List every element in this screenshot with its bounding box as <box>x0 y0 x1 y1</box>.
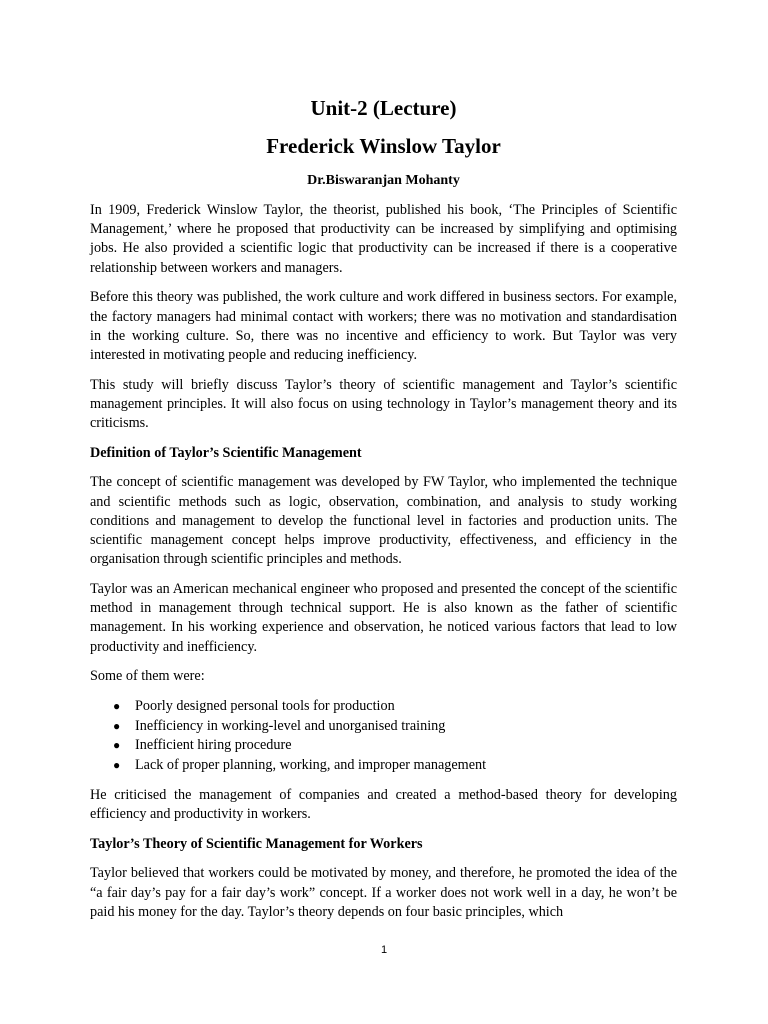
paragraph-definition: The concept of scientific management was developed by FW Taylor, who implemented the technique and scientific methods such as logic, observation, combination, and analysis to study working conditions and management to develop the functional level in factories and production units. The scientific management concept helps improve productivity, effectiveness, and efficiency in the organisation through scientific principles and methods. <box>90 474 677 568</box>
page-subtitle: Frederick Winslow Taylor <box>266 134 501 158</box>
paragraph-criticism: He criticised the management of companies and created a method-based theory for developing efficiency and productivity in workers. <box>90 786 677 823</box>
paragraph-background: Before this theory was published, the work culture and work differed in business sectors. For example, the factory managers had minimal contact with workers; there was no motivation and standardisation in the working culture. So, there was no incentive and efficiency to work. But Taylor was very interested in motivating people and reducing inefficiency. <box>90 289 677 363</box>
author-name: Dr.Biswaranjan Mohanty <box>307 173 460 188</box>
paragraph-workers: Taylor believed that workers could be motivated by money, and therefore, he promoted the idea of the “a fair day’s pay for a fair day’s work” concept. If a worker does not work well in a day, he won’t be paid his money for the day. Taylor’s theory depends on four basic principles, which <box>90 865 677 920</box>
bullet-icon: ● <box>113 718 121 733</box>
list-item <box>113 756 677 776</box>
page-title: Unit-2 (Lecture) <box>310 96 457 120</box>
list-item-text: Poorly designed personal tools for production <box>135 697 395 714</box>
paragraph-intro: In 1909, Frederick Winslow Taylor, the theorist, published his book, ‘The Principles of Scientific Management,’ where he proposed that productivity can be increased by simplifying and optimising jobs. He also provided a scientific logic that productivity can be increased if there is a cooperative relationship between workers and managers. <box>90 202 677 276</box>
bullet-icon: ● <box>113 757 121 772</box>
bullet-icon: ● <box>113 698 121 713</box>
list-item-text: Lack of proper planning, working, and improper management <box>135 756 487 773</box>
page-number: 1 <box>380 944 388 956</box>
paragraph-taylor-bio: Taylor was an American mechanical engineer who proposed and presented the concept of the scientific method in management through technical support. He is also known as the father of scientific management. In his working experience and observation, he noticed various factors that lead to low productivity and inefficiency. <box>90 580 677 655</box>
factors-list <box>90 697 677 775</box>
section-heading-definition: Definition of Taylor’s Scientific Management <box>90 444 362 461</box>
paragraph-scope: This study will briefly discuss Taylor’s theory of scientific management and Taylor’s scientific management principles. It will also focus on using technology in Taylor’s management theory and its criticisms. <box>90 376 677 432</box>
paragraph-list-intro: Some of them were: <box>90 668 205 685</box>
list-item <box>113 697 677 717</box>
list-item-text: Inefficient hiring procedure <box>135 737 292 754</box>
list-item-text: Inefficiency in working-level and unorganised training <box>135 717 446 734</box>
list-item <box>113 736 677 756</box>
section-heading-workers: Taylor’s Theory of Scientific Management for Workers <box>90 835 423 852</box>
document-body <box>90 201 677 933</box>
bullet-icon: ● <box>113 738 121 753</box>
list-item <box>113 717 677 737</box>
